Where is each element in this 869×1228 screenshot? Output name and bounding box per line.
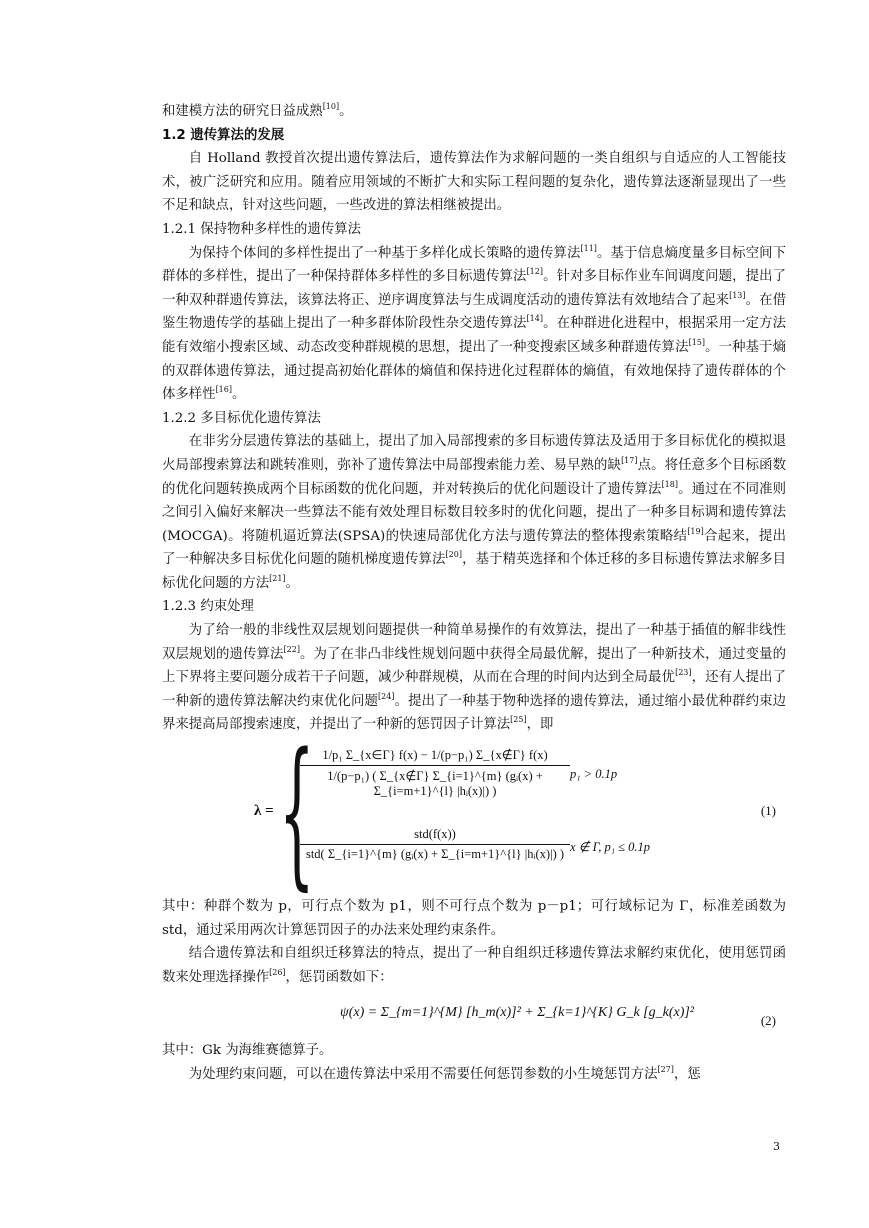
equation-2 (162, 991, 786, 1037)
equation-case2-fraction (300, 827, 570, 862)
equation-case2-numerator: std(f(x)) (414, 827, 456, 842)
citation[interactable]: [19] (687, 526, 704, 536)
citation[interactable]: [17] (621, 455, 638, 465)
equation-case1-condition: p₁ > 0.1p (570, 767, 618, 782)
equation-number: (1) (760, 803, 776, 819)
citation[interactable]: [15] (688, 337, 705, 347)
section-heading-1-2: 1.2 遗传算法的发展 (162, 127, 285, 143)
equation-case1-denominator: 1/(p−p₁) ( Σ_{x∉Γ} Σ_{i=1}^{m} (gᵢ(x) + Σ_{i=m+1}^{l} |hᵢ(x)|) ) (327, 769, 543, 799)
subsection-heading-1-2-1: 1.2.1 保持物种多样性的遗传算法 (162, 221, 362, 237)
paragraph-eq2-explanation: 其中：Gk 为海维赛德算子。 (162, 1043, 333, 1059)
paragraph-diversity: 为保持个体间的多样性提出了一种基于多样化成长策略的遗传算法[11]。基于信息熵度量多目标空间下群体的多样性，提出了一种保持群体多样性的多目标遗传算法[12]。针对多目标作业车间调度问题，提出了一种双种群遗传算法，该算法将正、逆序调度算法与生成调度活动的遗传算法有效地结合了起来[13]。在借鉴生物遗传学的基础上提出了一种多群体阶段性杂交遗传算法[14]。在种群进化进程中，根据采用一定方法能有效缩小搜索区域、动态改变种群规模的思想，提出了一种变搜索区域多种群遗传算法[15]。一种基于熵的双群体遗传算法，通过提高初始化群体的熵值和保持进化过程群体的熵值，有效地保持了遗传群体的个体多样性[16]。 (162, 243, 787, 403)
equation-brace: { (279, 718, 315, 906)
citation[interactable]: [16] (215, 385, 232, 395)
citation[interactable]: [23] (675, 668, 692, 678)
equation-penalty-function: ψ(x) = Σ_{m=1}^{M} [h_m(x)]² + Σ_{k=1}^{K} G_k [g_k(x)]² (340, 1005, 694, 1021)
equation-lambda: λ = (254, 803, 274, 820)
citation[interactable]: [22] (283, 644, 300, 654)
citation[interactable]: [27] (657, 1065, 674, 1074)
citation[interactable]: [26] (269, 967, 286, 977)
citation[interactable]: [20] (445, 550, 462, 560)
paragraph-niche-penalty: 为处理约束问题，可以在遗传算法中采用不需要任何惩罚参数的小生境惩罚方法[27]，惩 (188, 1065, 701, 1082)
subsection-heading-1-2-2: 1.2.2 多目标优化遗传算法 (162, 410, 321, 426)
citation[interactable]: [11] (580, 243, 597, 253)
equation-case1-fraction (300, 747, 570, 799)
page-number: 3 (773, 1140, 780, 1153)
citation[interactable]: [25] (510, 715, 527, 725)
paragraph-ga-development: 自 Holland 教授首次提出遗传算法后，遗传算法作为求解问题的一类自组织与自适应的人工智能技术，被广泛研究和应用。随着应用领域的不断扩大和实际工程问题的复杂化，遗传算法逐渐显现出了一些不足和缺点，针对这些问题，一些改进的算法相继被提出。 (162, 151, 786, 214)
citation[interactable]: [14] (526, 314, 543, 324)
citation[interactable]: [18] (661, 479, 678, 489)
equation-case1-numerator: 1/p₁ Σ_{x∈Γ} f(x) − 1/(p−p₁) Σ_{x∉Γ} f(x) (322, 748, 548, 763)
citation[interactable]: [24] (378, 691, 395, 701)
equation-number: (2) (760, 1013, 776, 1029)
page-body (162, 100, 786, 1087)
equation-case2-condition: x ∉ Γ, p₁ ≤ 0.1p (570, 840, 651, 855)
citation[interactable]: [12] (526, 267, 543, 277)
citation[interactable]: [10] (322, 102, 340, 111)
equation-case2-denominator: std( Σ_{i=1}^{m} (gᵢ(x) + Σ_{i=m+1}^{l} |hᵢ(x)|) ) (305, 847, 565, 862)
citation[interactable]: [13] (729, 290, 746, 300)
subsection-heading-1-2-3: 1.2.3 约束处理 (162, 599, 254, 615)
citation[interactable]: [21] (269, 573, 286, 583)
paragraph-multiobjective: 在非劣分层遗传算法的基础上，提出了加入局部搜索的多目标遗传算法及适用于多目标优化的模拟退火局部搜索算法和跳转准则，弥补了遗传算法中局部搜索能力差、易早熟的缺[17]点。将任意多个目标函数的优化问题转换成两个目标函数的优化问题，并对转换后的优化问题设计了遗传算法[18]。通过在不同准则之间引入偏好来解决一些算法不能有效处理目标数目较多时的优化问题，提出了一种多目标调和遗传算法(MOCGA)。将随机逼近算法(SPSA)的快速局部优化方法与遗传算法的整体搜索策略结[19]合起来，提出了一种解决多目标优化问题的随机梯度遗传算法[20]，基于精英选择和个体迁移的多目标遗传算法求解多目标优化问题的方法[21]。 (162, 434, 787, 591)
paragraph-intro-end: 和建模方法的研究日益成熟[10]。 (162, 102, 353, 119)
paragraph-self-organizing: 结合遗传算法和自组织迁移算法的特点，提出了一种自组织迁移遗传算法求解约束优化，使用惩罚函数来处理选择操作[26]，惩罚函数如下： (162, 946, 786, 985)
paragraph-constraints: 为了给一般的非线性双层规划问题提供一种简单易操作的有效算法，提出了一种基于插值的解非线性双层规划的遗传算法[22]。为了在非凸非线性规划问题中获得全局最优解，提出了一种新技术，通过变量的上下界将主要问题分成若干子问题，减少种群规模，从而在合理的时间内达到全局最优[23]，还有人提出了一种新的遗传算法解决约束优化问题[24]。提出了一种基于物种选择的遗传算法，通过缩小最优种群约束边界来提高局部搜索速度，并提出了一种新的惩罚因子计算法[25]，即 (162, 623, 787, 733)
paragraph-eq1-explanation: 其中：种群个数为 p，可行点个数为 p1，则不可行点个数为 p－p1；可行域标记为 Γ，标准差函数为 std，通过采用两次计算惩罚因子的办法来处理约束条件。 (162, 899, 786, 938)
